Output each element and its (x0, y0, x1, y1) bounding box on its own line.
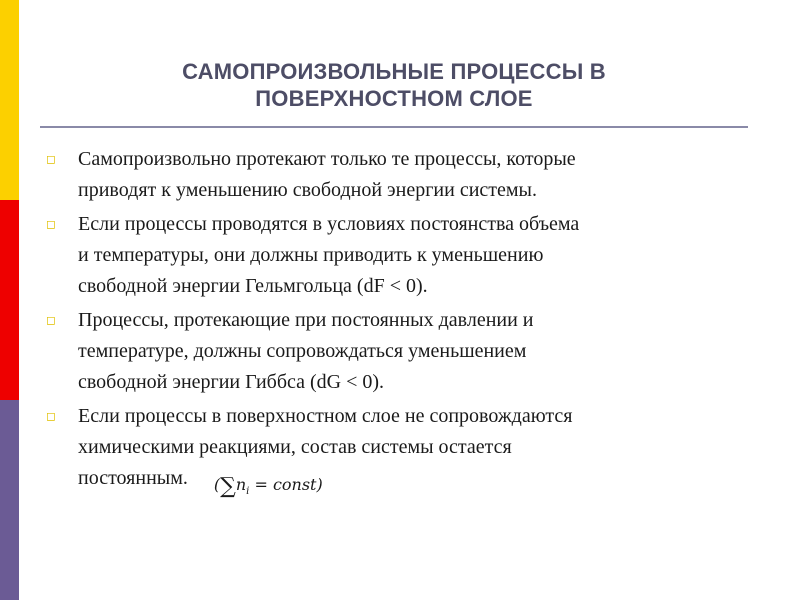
sidebar-purple-bar (0, 400, 19, 600)
bullet-marker-icon: ◻ (46, 409, 56, 423)
bullet-text-line: Самопроизвольно протекают только те процессы, которые (78, 148, 576, 170)
formula-open-paren: ( (213, 475, 221, 494)
bullet-text-line: приводят к уменьшению свободной энергии системы. (78, 179, 537, 201)
bullet-item (44, 144, 764, 206)
bullet-text-line: свободной энергии Гельмгольца (dF < 0). (78, 275, 428, 297)
bullet-text-line: температуре, должны сопровождаться уменьшением (78, 340, 527, 362)
slide-title (40, 58, 748, 112)
bullet-marker-icon: ◻ (46, 152, 56, 166)
bullet-text-line: свободной энергии Гиббса (dG < 0). (78, 371, 385, 393)
title-divider (40, 126, 748, 128)
bullet-item (44, 305, 764, 398)
slide-title-line: САМОПРОИЗВОЛЬНЫЕ ПРОЦЕССЫ В (182, 59, 606, 84)
sidebar-red-bar (0, 200, 19, 400)
bullet-text-line: Если процессы в поверхностном слое не сопровождаются (78, 405, 573, 427)
sidebar-yellow-bar (0, 0, 19, 200)
bullet-marker-icon: ◻ (46, 217, 56, 231)
bullet-text-line (78, 463, 764, 507)
bullet-text-line: и температуры, они должны приводить к уменьшению (78, 244, 544, 266)
bullet-item (44, 209, 764, 302)
summation-sign: ∑ (220, 474, 236, 499)
bullet-text-fragment: постоянным. (78, 467, 188, 489)
slide-title-line: ПОВЕРХНОСТНОМ СЛОЕ (255, 86, 533, 111)
bullet-text-line: химическими реакциями, состав системы остается (78, 436, 512, 458)
bullet-item (44, 401, 764, 507)
bullet-text-line: Если процессы проводятся в условиях постоянства объема (78, 213, 580, 235)
formula-variable: n (235, 475, 247, 494)
bullet-marker-icon: ◻ (46, 313, 56, 327)
constant-composition-formula (214, 469, 323, 507)
formula-rest: = const) (249, 475, 323, 494)
formula-subscript: i (246, 486, 250, 498)
bullet-list (44, 144, 764, 510)
slide-sidebar (0, 0, 19, 600)
bullet-text-line: Процессы, протекающие при постоянных давлении и (78, 309, 534, 331)
